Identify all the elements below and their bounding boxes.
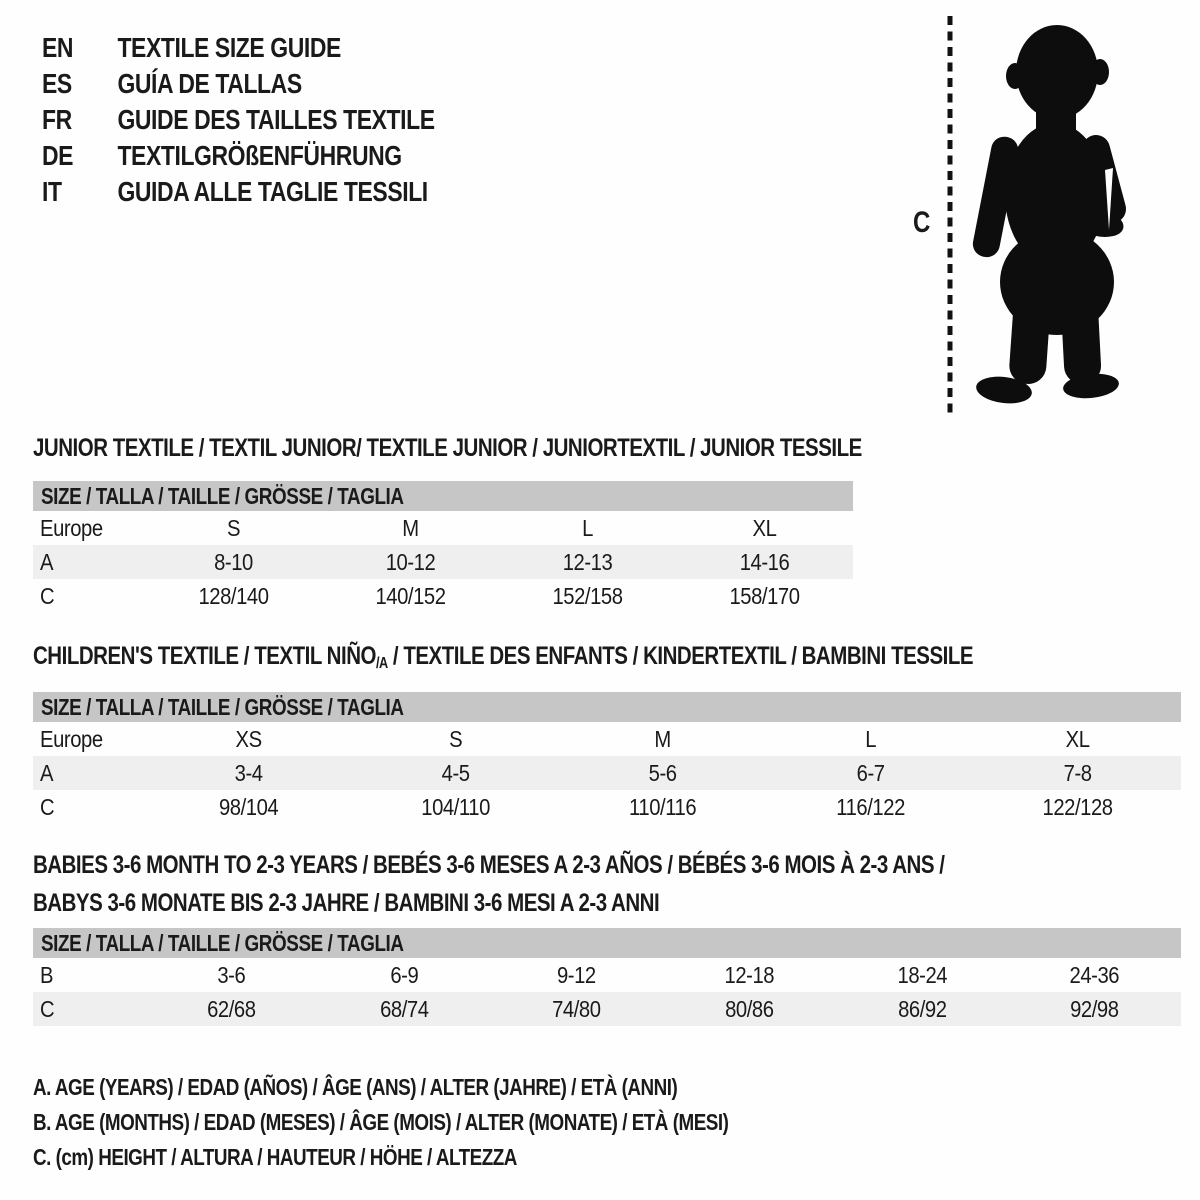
size-header-text: SIZE / TALLA / TAILLE / GRÖSSE / TAGLIA bbox=[41, 482, 404, 509]
language-row-it bbox=[42, 174, 435, 210]
language-title: GUIDE DES TAILLES TEXTILE bbox=[117, 104, 435, 135]
row-label: C bbox=[40, 995, 55, 1022]
language-code: FR bbox=[42, 104, 72, 135]
value-cell: 140/152 bbox=[375, 582, 446, 609]
language-code: IT bbox=[42, 176, 62, 207]
value-cell: 18-24 bbox=[897, 961, 947, 988]
value-cell: 122/128 bbox=[1042, 793, 1113, 820]
language-row-en bbox=[42, 30, 435, 66]
babies-section-title bbox=[33, 846, 1145, 922]
size-cell: XL bbox=[1065, 725, 1090, 752]
value-cell: 98/104 bbox=[218, 793, 279, 820]
value-cell: 128/140 bbox=[198, 582, 269, 609]
toddler-silhouette-icon bbox=[958, 20, 1140, 422]
size-header-bar bbox=[33, 928, 1181, 958]
row-label: C bbox=[40, 793, 55, 820]
children-section-title-text: CHILDREN'S TEXTILE / TEXTIL $NIÑO_{/A}$ / TEXTILE DES ENFANTS / KINDERTEXTIL / BAMBINI TESSILE bbox=[33, 642, 974, 672]
language-row-de bbox=[42, 138, 435, 174]
babies-size-table bbox=[33, 928, 1181, 1026]
footnote-text: A. AGE (YEARS) / EDAD (AÑOS) / ÂGE (ANS) / ALTER (JAHRE) / ETÀ (ANNI) bbox=[33, 1074, 678, 1100]
footnote-legend bbox=[33, 1070, 881, 1175]
row-label: Europe bbox=[40, 725, 103, 752]
row-label: A bbox=[40, 759, 54, 786]
language-title: GUIDA ALLE TAGLIE TESSILI bbox=[117, 176, 428, 207]
language-row-fr bbox=[42, 102, 435, 138]
size-cell: M bbox=[654, 725, 672, 752]
size-cell: M bbox=[402, 514, 419, 541]
row-label: A bbox=[40, 548, 54, 575]
footnote-line-c bbox=[33, 1140, 881, 1175]
value-cell: 4-5 bbox=[441, 759, 470, 786]
value-cell: 8-10 bbox=[214, 548, 253, 575]
value-cell: 3-6 bbox=[217, 961, 246, 988]
value-cell: 10-12 bbox=[385, 548, 436, 575]
footnote-text: C. (cm) HEIGHT / ALTURA / HAUTEUR / HÖHE / ALTEZZA bbox=[33, 1144, 517, 1170]
babies-section-title-line1: BABIES 3-6 MONTH TO 2-3 YEARS / BEBÉS 3-6 MESES A 2-3 AÑOS / BÉBÉS 3-6 MOIS À 2-3 ANS / bbox=[33, 851, 945, 879]
value-cell: 110/116 bbox=[629, 793, 697, 820]
children-section-title bbox=[33, 642, 1179, 671]
value-cell: 158/170 bbox=[729, 582, 800, 609]
value-cell: 6-7 bbox=[856, 759, 885, 786]
footnote-line-b bbox=[33, 1105, 881, 1140]
children-size-table bbox=[33, 692, 1181, 824]
value-cell: 14-16 bbox=[739, 548, 790, 575]
value-cell: 3-4 bbox=[234, 759, 263, 786]
value-cell: 12-18 bbox=[724, 961, 775, 988]
value-cell: 5-6 bbox=[649, 759, 677, 786]
size-header-text: SIZE / TALLA / TAILLE / GRÖSSE / TAGLIA bbox=[41, 693, 404, 720]
value-cell: 12-13 bbox=[562, 548, 613, 575]
junior-age-years-row bbox=[33, 545, 853, 579]
junior-section-title bbox=[33, 434, 1044, 463]
language-title: TEXTILE SIZE GUIDE bbox=[117, 32, 341, 63]
junior-height-row bbox=[33, 579, 853, 613]
language-code: DE bbox=[42, 140, 74, 171]
size-cell: S bbox=[226, 514, 241, 541]
row-label: Europe bbox=[40, 514, 103, 541]
size-cell: L bbox=[864, 725, 876, 752]
row-label: C bbox=[40, 582, 55, 609]
size-cell: XS bbox=[235, 725, 262, 752]
value-cell: 116/122 bbox=[835, 793, 905, 820]
height-measure-dashed-line bbox=[947, 16, 953, 416]
language-row-es bbox=[42, 66, 435, 102]
children-age-years-row bbox=[33, 756, 1181, 790]
row-label: B bbox=[40, 961, 54, 988]
size-header-bar bbox=[33, 692, 1181, 722]
language-code: ES bbox=[42, 68, 72, 99]
junior-europe-row bbox=[33, 511, 853, 545]
value-cell: 92/98 bbox=[1070, 995, 1119, 1022]
value-cell: 7-8 bbox=[1063, 759, 1092, 786]
value-cell: 152/158 bbox=[552, 582, 623, 609]
language-code: EN bbox=[42, 32, 74, 63]
value-cell: 9-12 bbox=[557, 961, 597, 988]
babies-section-title-line2: BABYS 3-6 MONATE BIS 2-3 JAHRE / BAMBINI 3-6 MESI A 2-3 ANNI bbox=[33, 889, 660, 917]
size-cell: S bbox=[449, 725, 463, 752]
value-cell: 86/92 bbox=[897, 995, 947, 1022]
children-europe-row bbox=[33, 722, 1181, 756]
value-cell: 80/86 bbox=[725, 995, 774, 1022]
value-cell: 62/68 bbox=[207, 995, 256, 1022]
babies-height-row bbox=[33, 992, 1181, 1026]
junior-section-title-text: JUNIOR TEXTILE / TEXTIL JUNIOR/ TEXTILE JUNIOR / JUNIORTEXTIL / JUNIOR TESSILE bbox=[33, 434, 862, 462]
height-dimension-label: C bbox=[913, 206, 931, 239]
value-cell: 68/74 bbox=[379, 995, 429, 1022]
size-cell: XL bbox=[752, 514, 777, 541]
footnote-text: B. AGE (MONTHS) / EDAD (MESES) / ÂGE (MOIS) / ALTER (MONATE) / ETÀ (MESI) bbox=[33, 1109, 729, 1135]
language-title-list bbox=[42, 30, 521, 210]
language-title: GUÍA DE TALLAS bbox=[117, 68, 302, 99]
value-cell: 74/80 bbox=[552, 995, 601, 1022]
value-cell: 104/110 bbox=[421, 793, 491, 820]
size-header-text: SIZE / TALLA / TAILLE / GRÖSSE / TAGLIA bbox=[41, 929, 404, 956]
babies-age-months-row bbox=[33, 958, 1181, 992]
junior-size-table bbox=[33, 481, 853, 613]
size-cell: L bbox=[582, 514, 593, 541]
footnote-line-a bbox=[33, 1070, 881, 1105]
value-cell: 24-36 bbox=[1069, 961, 1120, 988]
language-title: TEXTILGRÖßENFÜHRUNG bbox=[117, 140, 402, 171]
children-height-row bbox=[33, 790, 1181, 824]
size-header-bar bbox=[33, 481, 853, 511]
value-cell: 6-9 bbox=[390, 961, 418, 988]
